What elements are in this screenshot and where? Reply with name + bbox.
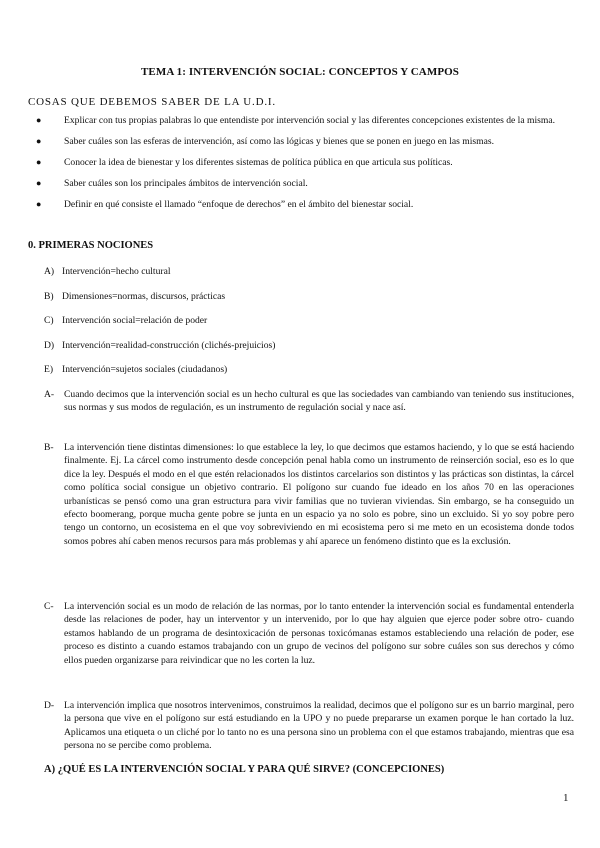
document-title: TEMA 1: INTERVENCIÓN SOCIAL: CONCEPTOS Y CAMPOS — [140, 66, 460, 78]
bullet-icon: ● — [36, 115, 42, 125]
bullet-icon: ● — [36, 178, 42, 188]
list-item: ● Saber cuáles son las esferas de intervención, así como las lógicas y bienes que se ponen en juego en las mismas. — [36, 136, 494, 147]
list-item: ● Explicar con tus propias palabras lo que entendiste por intervención social y las diferentes concepciones existentes de la misma. — [36, 115, 555, 126]
notion-item: C) Intervención social=relación de poder — [44, 315, 208, 326]
paragraph-d: D- La intervención implica que nosotros intervenimos, construimos la realidad, decimos que el polígono sur es un barrio marginal, pero la persona que vive en el polígono sur está estudiando en la UPO y no puede prepararse un examen porque le han cortado la luz. Aplicamos una etiqueta o un cliché por lo tanto no es una persona sino un problema con el que estamos trabajando, mientras que esa persona no se percibe como problema. — [44, 700, 574, 752]
notion-item: B) Dimensiones=normas, discursos, prácticas — [44, 291, 226, 302]
notion-item: E) Intervención=sujetos sociales (ciudadanos) — [44, 364, 228, 375]
section-heading-primeras-nociones: 0. PRIMERAS NOCIONES — [28, 240, 154, 251]
bullet-icon: ● — [36, 199, 42, 209]
list-item: ● Conocer la idea de bienestar y los diferentes sistemas de política pública en que articula sus políticas. — [36, 157, 453, 168]
bullet-icon: ● — [36, 136, 42, 146]
notion-item: D) Intervención=realidad-construcción (clichés-prejuicios) — [44, 340, 276, 351]
bullet-icon: ● — [36, 157, 42, 167]
paragraph-c: C- La intervención social es un modo de relación de las normas, por lo tanto entender la intervención social es fundamental entenderla desde las relaciones de poder, hay un interventor y un intervenido, por lo que hay alguien que ejerce poder sobre otro- cuando estamos hablando de un programa de desintoxicación de personas toxicómanas estamos estableciendo una relación de poder, ese proceso es distinto a cuando estamos trabajando con un grupo de vecinos del polígono sur sobre cuáles son sus derechos y cómo ellos pueden organizarse para reivindicar que no les corten la luz. — [44, 601, 574, 666]
paragraph-b: B- La intervención tiene distintas dimensiones: lo que establece la ley, lo que decimos que estamos haciendo, y lo que se está haciendo finalmente. Ej. La cárcel como instrumento desde concepción penal habla como un instrumento de reinserción social, eso es lo que dice la ley. Después el modo en el que estén relacionados los distintos carcelarios son distintos y las prácticas son distintas, la cárcel como política social consigue un objetivo contrario. El polígono sur cuando fue ideado en los años 70 en las operaciones urbanísticas se pensó como una gran estructura para vivir familias que no tuvieran viviendas. Sin embargo, se ha conseguido un efecto boomerang, porque mucha gente pobre se junta en un espacio ya no solo es pobre, sino un excluido. Si yo soy pobre pero tengo un contorno, un ecosistema en el que voy sobreviviendo en mi ecosistema pero si me meto en un ecosistema donde todos somos pobres ahí caben menos recursos para más problemas y ahí aparece un fenómeno distinto que es la exclusión. — [44, 442, 574, 547]
page-number: 1 — [563, 792, 569, 804]
section-heading-a: A) ¿QUÉ ES LA INTERVENCIÓN SOCIAL Y PARA QUÉ SIRVE? (CONCEPCIONES) — [44, 764, 445, 775]
objectives-heading: COSAS QUE DEBEMOS SABER DE LA U.D.I. — [28, 96, 276, 108]
notion-item: A) Intervención=hecho cultural — [44, 266, 171, 277]
objectives-list — [28, 114, 573, 219]
list-item: ● Saber cuáles son los principales ámbitos de intervención social. — [36, 178, 308, 189]
paragraph-a: A- Cuando decimos que la intervención social es un hecho cultural es que las sociedades van cambiando van teniendo sus instituciones, sus normas y sus modos de regulación, es un instrumento de regulación social y nace así. — [44, 389, 574, 414]
list-item: ● Definir en qué consiste el llamado “enfoque de derechos” en el ámbito del bienestar social. — [36, 199, 414, 210]
